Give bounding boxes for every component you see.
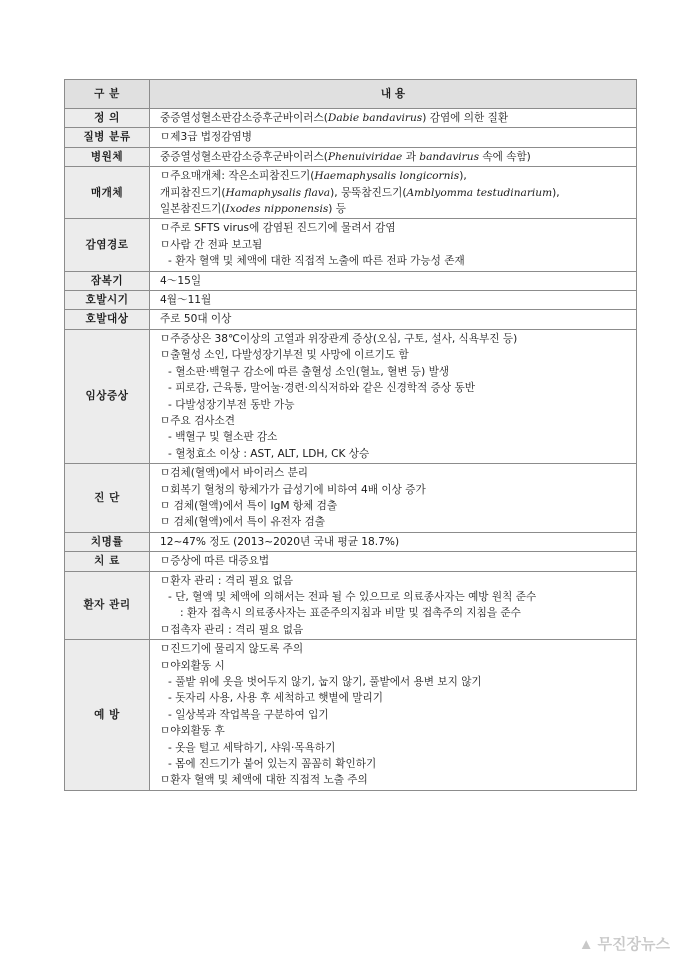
header-content: 내 용 [150,80,637,109]
content-line [160,553,632,569]
line-text: ㅁ접촉자 관리 : 격리 필요 없음 [160,623,304,636]
content-line [160,149,632,165]
content-line [160,201,632,217]
line-text: - 일상복과 작업복을 구분하여 입기 [168,708,329,721]
table-row [65,571,637,640]
line-text: ㅁ야외활동 시 [160,659,225,672]
table-row [65,271,637,290]
content-line [160,347,632,363]
scientific-name: Phenuiviridae [327,150,403,163]
row-content [150,464,637,533]
line-text: 중증열성혈소판감소증후군바이러스( [160,112,328,124]
row-content [150,640,637,791]
content-line [160,168,632,184]
row-label: 병원체 [65,147,150,166]
line-text: ㅁ주증상은 38℃이상의 고열과 위장관계 증상(오심, 구토, 설사, 식욕부진 등) [160,332,518,345]
line-text: ㅁ환자 혈액 및 체액에 대한 직접적 노출 주의 [160,774,368,787]
scientific-name: Ixodes nipponensis [225,203,329,216]
line-text: ) 등 [328,203,347,216]
scientific-name: bandavirus [419,150,480,163]
line-text: ) 감염에 의한 질환 [422,112,509,124]
line-text: ㅁ 검체(혈액)에서 특이 IgM 항체 검출 [160,499,338,512]
row-label: 환자 관리 [65,571,150,640]
line-text: ㅁ야외활동 후 [160,725,225,738]
content-line [160,185,632,201]
line-text: ㅁ환자 관리 : 격리 필요 없음 [160,574,293,587]
line-text: ㅁ증상에 따른 대증요법 [160,555,270,568]
row-label: 잠복기 [65,271,150,290]
line-text: - 다발성장기부전 동반 가능 [168,398,295,411]
table-row [65,552,637,571]
line-text: ㅁ사람 간 전파 보고됨 [160,238,263,251]
row-content [150,291,637,310]
line-text: - 혈청효소 이상 : AST, ALT, LDH, CK 상승 [168,447,370,460]
table-header-row [65,80,637,109]
row-content [150,310,637,329]
table-row [65,640,637,791]
line-text: ㅁ주요 검사소견 [160,414,236,427]
table-row [65,147,637,166]
table-row [65,167,637,219]
content-line [160,723,632,739]
line-text: ㅁ출혈성 소인, 다발성장기부전 및 사망에 이르기도 함 [160,349,409,362]
line-text: - 피로감, 근육통, 말어눌·경련·의식저하와 같은 신경학적 증상 동반 [168,382,475,395]
scientific-name: Amblyomma testudinarium [406,186,553,199]
row-content [150,109,637,128]
row-content [150,271,637,290]
content-line [160,364,632,380]
content-line [160,772,632,788]
content-line [160,622,632,638]
row-label: 치명률 [65,532,150,551]
row-content [150,219,637,271]
row-label: 예 방 [65,640,150,791]
row-content [150,128,637,147]
content-line [160,331,632,347]
table-row [65,329,637,463]
line-text: 중증열성혈소판감소증후군바이러스( [160,150,328,163]
line-text: - 백혈구 및 혈소판 감소 [168,431,278,444]
content-line [160,534,632,550]
line-text: - 단, 혈액 및 체액에 의해서는 전파 될 수 있으므로 의료종사자는 예방 원칙 준수 [168,590,537,603]
line-text: ㅁ 검체(혈액)에서 특이 유전자 검출 [160,516,326,529]
row-label: 매개체 [65,167,150,219]
line-text: - 환자 혈액 및 체액에 대한 직접적 노출에 따른 전파 가능성 존재 [168,255,465,268]
line-text: 과 [402,150,420,163]
content-line [160,573,632,589]
row-label: 감염경로 [65,219,150,271]
scientific-name: Dabie bandavirus [327,112,423,124]
row-content [150,167,637,219]
table-row [65,464,637,533]
content-line [160,690,632,706]
table-row [65,109,637,128]
content-line [160,514,632,530]
row-label: 정 의 [65,109,150,128]
content-line [160,658,632,674]
table-row [65,128,637,147]
row-content [150,147,637,166]
row-label: 진 단 [65,464,150,533]
line-text: ), 뭉뚝참진드기( [330,186,407,199]
line-text: ), [552,186,560,199]
line-text: 4～15일 [160,274,202,287]
line-text: - 돗자리 사용, 사용 후 세척하고 햇볕에 말리기 [168,692,383,705]
line-text: : 환자 접촉시 의료종사자는 표준주의지침과 비말 및 접촉주의 지침을 준수 [180,607,521,620]
content-line [160,413,632,429]
content-line [160,641,632,657]
table-row [65,219,637,271]
row-label: 호발시기 [65,291,150,310]
row-content [150,329,637,463]
content-line [160,589,632,605]
line-text: 개피참진드기( [160,186,226,199]
line-text: - 혈소판·백혈구 감소에 따른 출혈성 소인(혈뇨, 혈변 등) 발생 [168,365,450,378]
content-line [160,311,632,327]
scientific-name: Haemaphysalis longicornis [314,170,460,183]
row-label: 임상증상 [65,329,150,463]
line-text: 4월～11월 [160,294,212,307]
content-line [160,707,632,723]
row-content [150,571,637,640]
header-category: 구 분 [65,80,150,109]
sfts-info-table [64,79,637,791]
line-text: ), [459,170,467,183]
line-text: - 옷을 털고 세탁하기, 샤워·목욕하기 [168,741,336,754]
content-line [160,446,632,462]
line-text: ㅁ검체(혈액)에서 바이러스 분리 [160,467,309,480]
row-label: 호발대상 [65,310,150,329]
content-line [160,740,632,756]
content-line [160,605,632,621]
content-line [160,397,632,413]
content-line [160,674,632,690]
mountain-logo-icon: ▲ [578,936,594,953]
content-line [160,292,632,308]
line-text: 속에 속함) [479,150,531,163]
content-line [160,273,632,289]
table-row [65,532,637,551]
content-line [160,237,632,253]
line-text: ㅁ진드기에 물리지 않도록 주의 [160,643,304,656]
line-text: 일본참진드기( [160,203,226,216]
line-text: 주로 50대 이상 [160,313,232,326]
row-label: 치 료 [65,552,150,571]
table-row [65,310,637,329]
content-line [160,253,632,269]
content-line [160,220,632,236]
watermark-logo: ▲ 무진장뉴스 [578,936,670,953]
line-text: ㅁ주요매개체: 작은소피참진드기( [160,170,315,183]
content-line [160,465,632,481]
content-line [160,756,632,772]
content-line [160,498,632,514]
row-content [150,552,637,571]
line-text: - 풀밭 위에 옷을 벗어두지 않기, 눕지 않기, 풀밭에서 용변 보지 않기 [168,676,482,688]
line-text: ㅁ회복기 혈청의 항체가가 급성기에 비하여 4배 이상 증가 [160,483,426,496]
row-content [150,532,637,551]
content-line [160,380,632,396]
line-text: ㅁ주로 SFTS virus에 감염된 진드기에 물려서 감염 [160,222,396,235]
line-text: - 몸에 진드기가 붙어 있는지 꼼꼼히 확인하기 [168,758,377,771]
content-line [160,129,632,145]
table-row [65,291,637,310]
content-line [160,110,632,126]
content-line [160,429,632,445]
line-text: ㅁ제3급 법정감염병 [160,131,252,144]
line-text: 12~47% 정도 (2013~2020년 국내 평균 18.7%) [160,535,400,548]
content-line [160,482,632,498]
scientific-name: Hamaphysalis flava [225,186,331,199]
row-label: 질병 분류 [65,128,150,147]
